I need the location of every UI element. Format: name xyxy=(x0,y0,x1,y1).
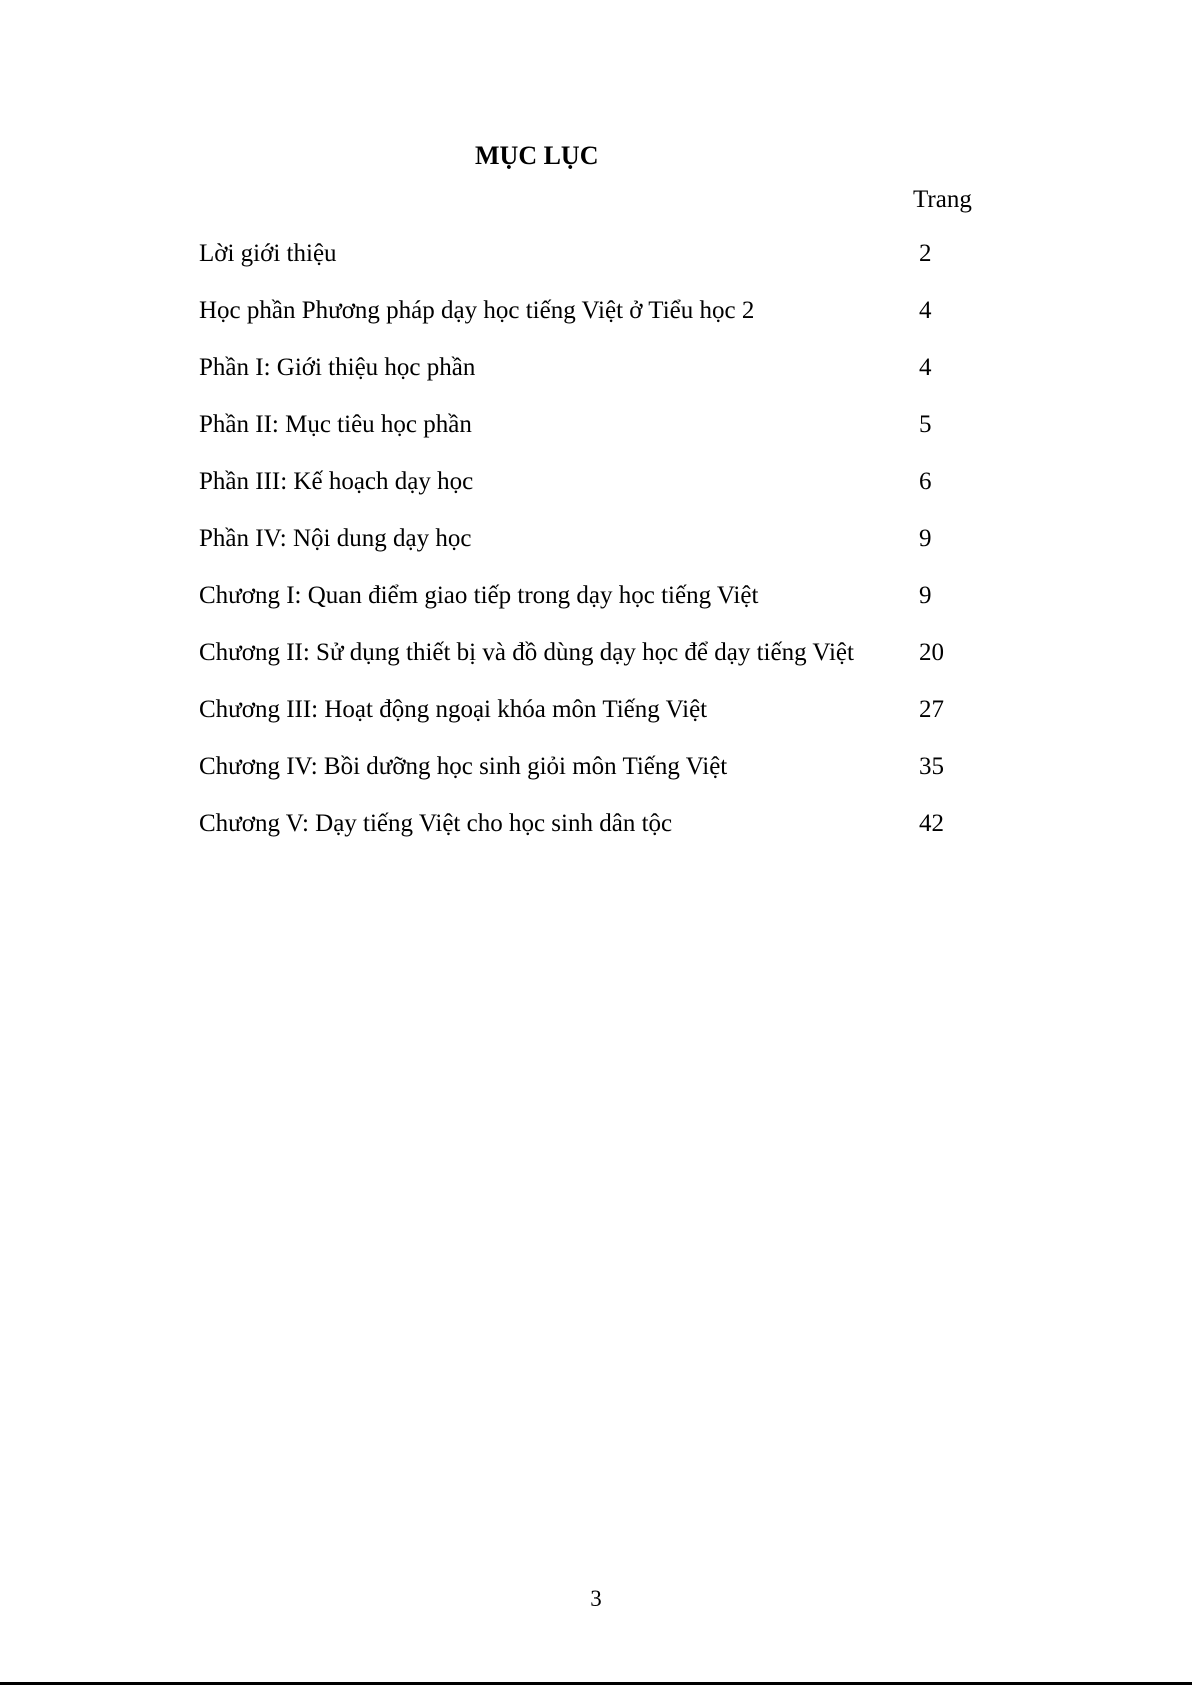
toc-entry-page: 5 xyxy=(919,411,932,438)
toc-entry-label: Phần IV: Nội dung dạy học xyxy=(199,525,472,552)
toc-entry xyxy=(199,354,979,411)
toc-entry xyxy=(199,468,979,525)
toc-entry xyxy=(199,696,979,753)
toc-entry xyxy=(199,297,979,354)
toc-entry-label: Phần II: Mục tiêu học phần xyxy=(199,411,472,438)
toc-entry xyxy=(199,810,979,867)
page-column-label: Trang xyxy=(913,186,972,213)
page-number: 3 xyxy=(590,1586,602,1611)
toc-entry xyxy=(199,411,979,468)
toc-entry-page: 2 xyxy=(919,240,932,267)
toc-entry-page: 27 xyxy=(919,696,944,723)
toc-entry xyxy=(199,753,979,810)
toc-entry-page: 35 xyxy=(919,753,944,780)
toc-title: MỤC LỤC xyxy=(475,141,599,170)
toc-entry-label: Phần III: Kế hoạch dạy học xyxy=(199,468,474,495)
toc-entry-page: 4 xyxy=(919,354,932,381)
toc-entry-page: 42 xyxy=(919,810,944,837)
toc-entry-label: Học phần Phương pháp dạy học tiếng Việt ở Tiểu học 2 xyxy=(199,297,755,324)
toc-entry-label: Chương II: Sử dụng thiết bị và đồ dùng dạy học để dạy tiếng Việt xyxy=(199,639,854,666)
toc-entry-label: Chương IV: Bồi dưỡng học sinh giỏi môn Tiếng Việt xyxy=(199,753,728,780)
toc-entry-label: Lời giới thiệu xyxy=(199,240,337,267)
toc-entry-label: Chương V: Dạy tiếng Việt cho học sinh dân tộc xyxy=(199,810,673,837)
toc-entry-page: 6 xyxy=(919,468,932,495)
toc-entry-page: 9 xyxy=(919,582,932,609)
toc-entry xyxy=(199,639,979,696)
toc-entry xyxy=(199,525,979,582)
toc-entry xyxy=(199,240,979,297)
toc-entry-label: Chương III: Hoạt động ngoại khóa môn Tiếng Việt xyxy=(199,696,708,723)
toc-entry-page: 20 xyxy=(919,639,944,666)
toc-entry-page: 4 xyxy=(919,297,932,324)
toc-list xyxy=(199,240,979,867)
toc-entry-label: Phần I: Giới thiệu học phần xyxy=(199,354,476,381)
toc-entry xyxy=(199,582,979,639)
toc-entry-label: Chương I: Quan điểm giao tiếp trong dạy học tiếng Việt xyxy=(199,582,759,609)
toc-entry-page: 9 xyxy=(919,525,932,552)
